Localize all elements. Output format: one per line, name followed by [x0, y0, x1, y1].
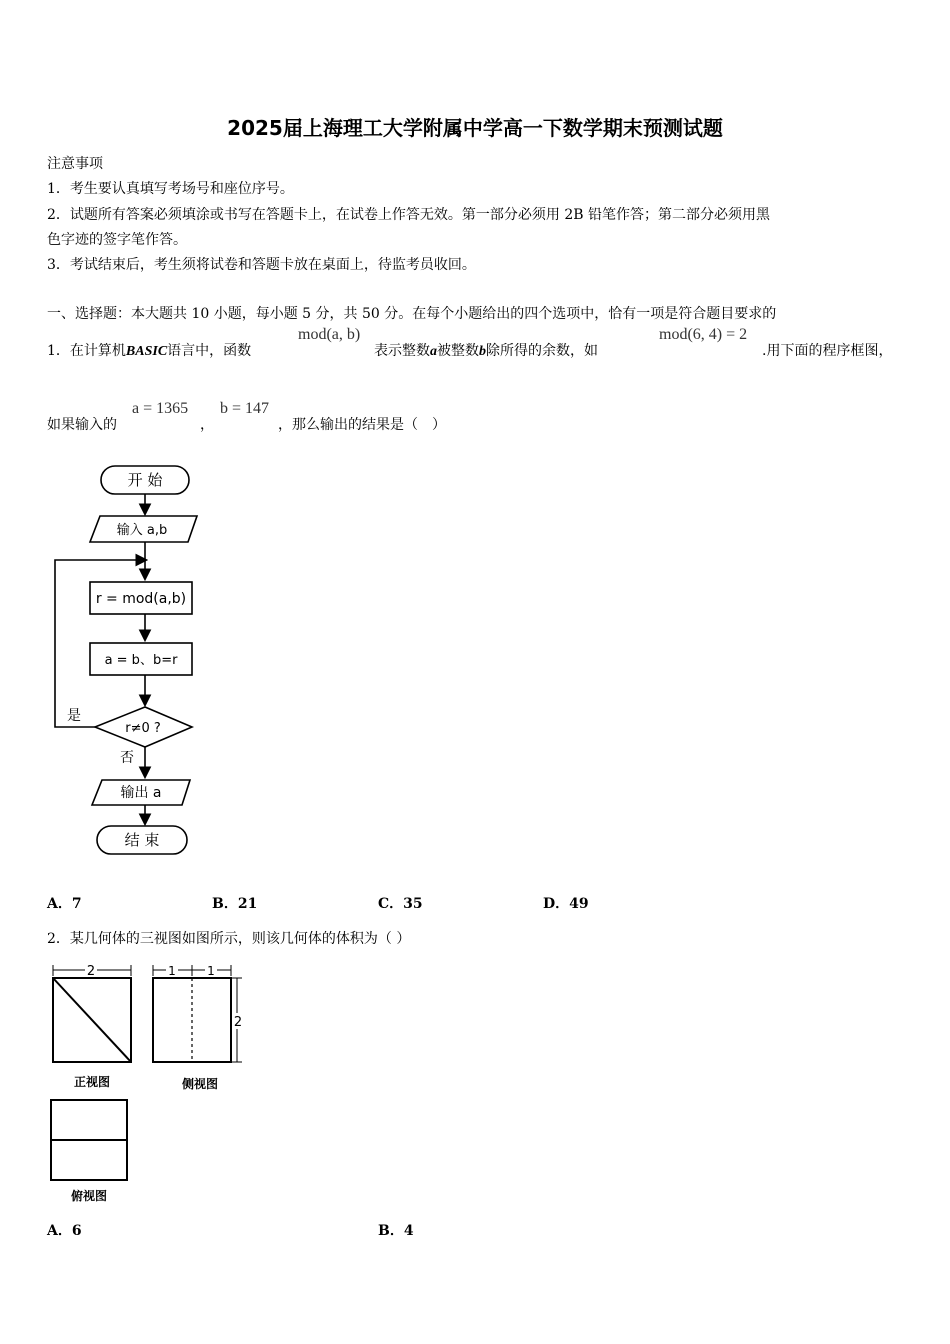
- flow-yes-label: 是: [67, 708, 81, 724]
- q1-option-c[interactable]: C．35: [378, 896, 423, 912]
- flow-step1-text: r = mod(a,b): [95, 591, 187, 607]
- q2-text: 2．某几何体的三视图如图所示，则该几何体的体积为（ ）: [47, 931, 411, 947]
- mod-ab-formula: mod(a, b): [298, 326, 361, 343]
- flow-output-text: 输出 a: [120, 785, 162, 801]
- q1-option-a[interactable]: A．7: [47, 896, 82, 912]
- three-view-drawing: [45, 960, 255, 1210]
- b-value-formula: b = 147: [220, 400, 270, 417]
- front-view-label: 正视图: [73, 1075, 111, 1089]
- q1-option-b[interactable]: B．21: [212, 896, 258, 912]
- flowchart: [50, 458, 210, 864]
- side-view-label: 侧视图: [181, 1077, 219, 1091]
- section-heading: 一、选择题：本大题共 10 小题，每小题 5 分，共 50 分。在每个小题给出的四个选项中，恰有一项是符合题目要求的: [47, 306, 777, 322]
- q1-text-2: 表示整数a被整数b除所得的余数，如: [374, 343, 598, 359]
- notice-item-1: 1．考生要认真填写考场号和座位序号。: [47, 181, 294, 197]
- flow-input-text: 输入 a,b: [116, 523, 168, 538]
- flow-condition-text: r≠0 ?: [125, 721, 161, 736]
- q1-comma: ，: [200, 417, 214, 433]
- q1-input-text: 如果输入的: [47, 417, 117, 433]
- flow-start-text: 开 始: [127, 471, 163, 489]
- mod-example-formula: mod(6, 4) = 2: [659, 326, 748, 343]
- notice-item-3: 3．考试结束后，考生须将试卷和答题卡放在桌面上，待监考员收回。: [47, 257, 476, 273]
- top-view-label: 俯视图: [70, 1189, 108, 1203]
- a-value-formula: a = 1365: [132, 400, 189, 417]
- dim-front-width: 2: [86, 964, 96, 979]
- flow-end-text: 结 束: [124, 831, 160, 849]
- page-title: 2025届上海理工大学附属中学高一下数学期末预测试题: [227, 116, 723, 140]
- notice-item-2-cont: 色字迹的签字笔作答。: [47, 232, 187, 248]
- q2-option-b[interactable]: B．4: [378, 1223, 414, 1239]
- notice-heading: 注意事项: [47, 156, 103, 172]
- q1-text: 1．在计算机BASIC语言中，函数: [47, 343, 252, 359]
- dim-side-height: 2: [233, 1015, 243, 1030]
- notice-item-2: 2．试题所有答案必须填涂或书写在答题卡上，在试卷上作答无效。第一部分必须用 2B 铅笔作答；第二部分必须用黑: [47, 207, 770, 223]
- q1-text-3: .用下面的程序框图，: [762, 343, 893, 359]
- q2-option-a[interactable]: A．6: [47, 1223, 82, 1239]
- flow-no-label: 否: [120, 750, 134, 766]
- flow-step2-text: a = b、b=r: [104, 653, 178, 668]
- q1-question-end: ，那么输出的结果是（ ）: [278, 417, 446, 433]
- dim-side-right: 1: [207, 964, 215, 978]
- dim-side-left: 1: [168, 964, 176, 978]
- q1-option-d[interactable]: D．49: [543, 896, 589, 912]
- basic-term: BASIC: [125, 344, 168, 359]
